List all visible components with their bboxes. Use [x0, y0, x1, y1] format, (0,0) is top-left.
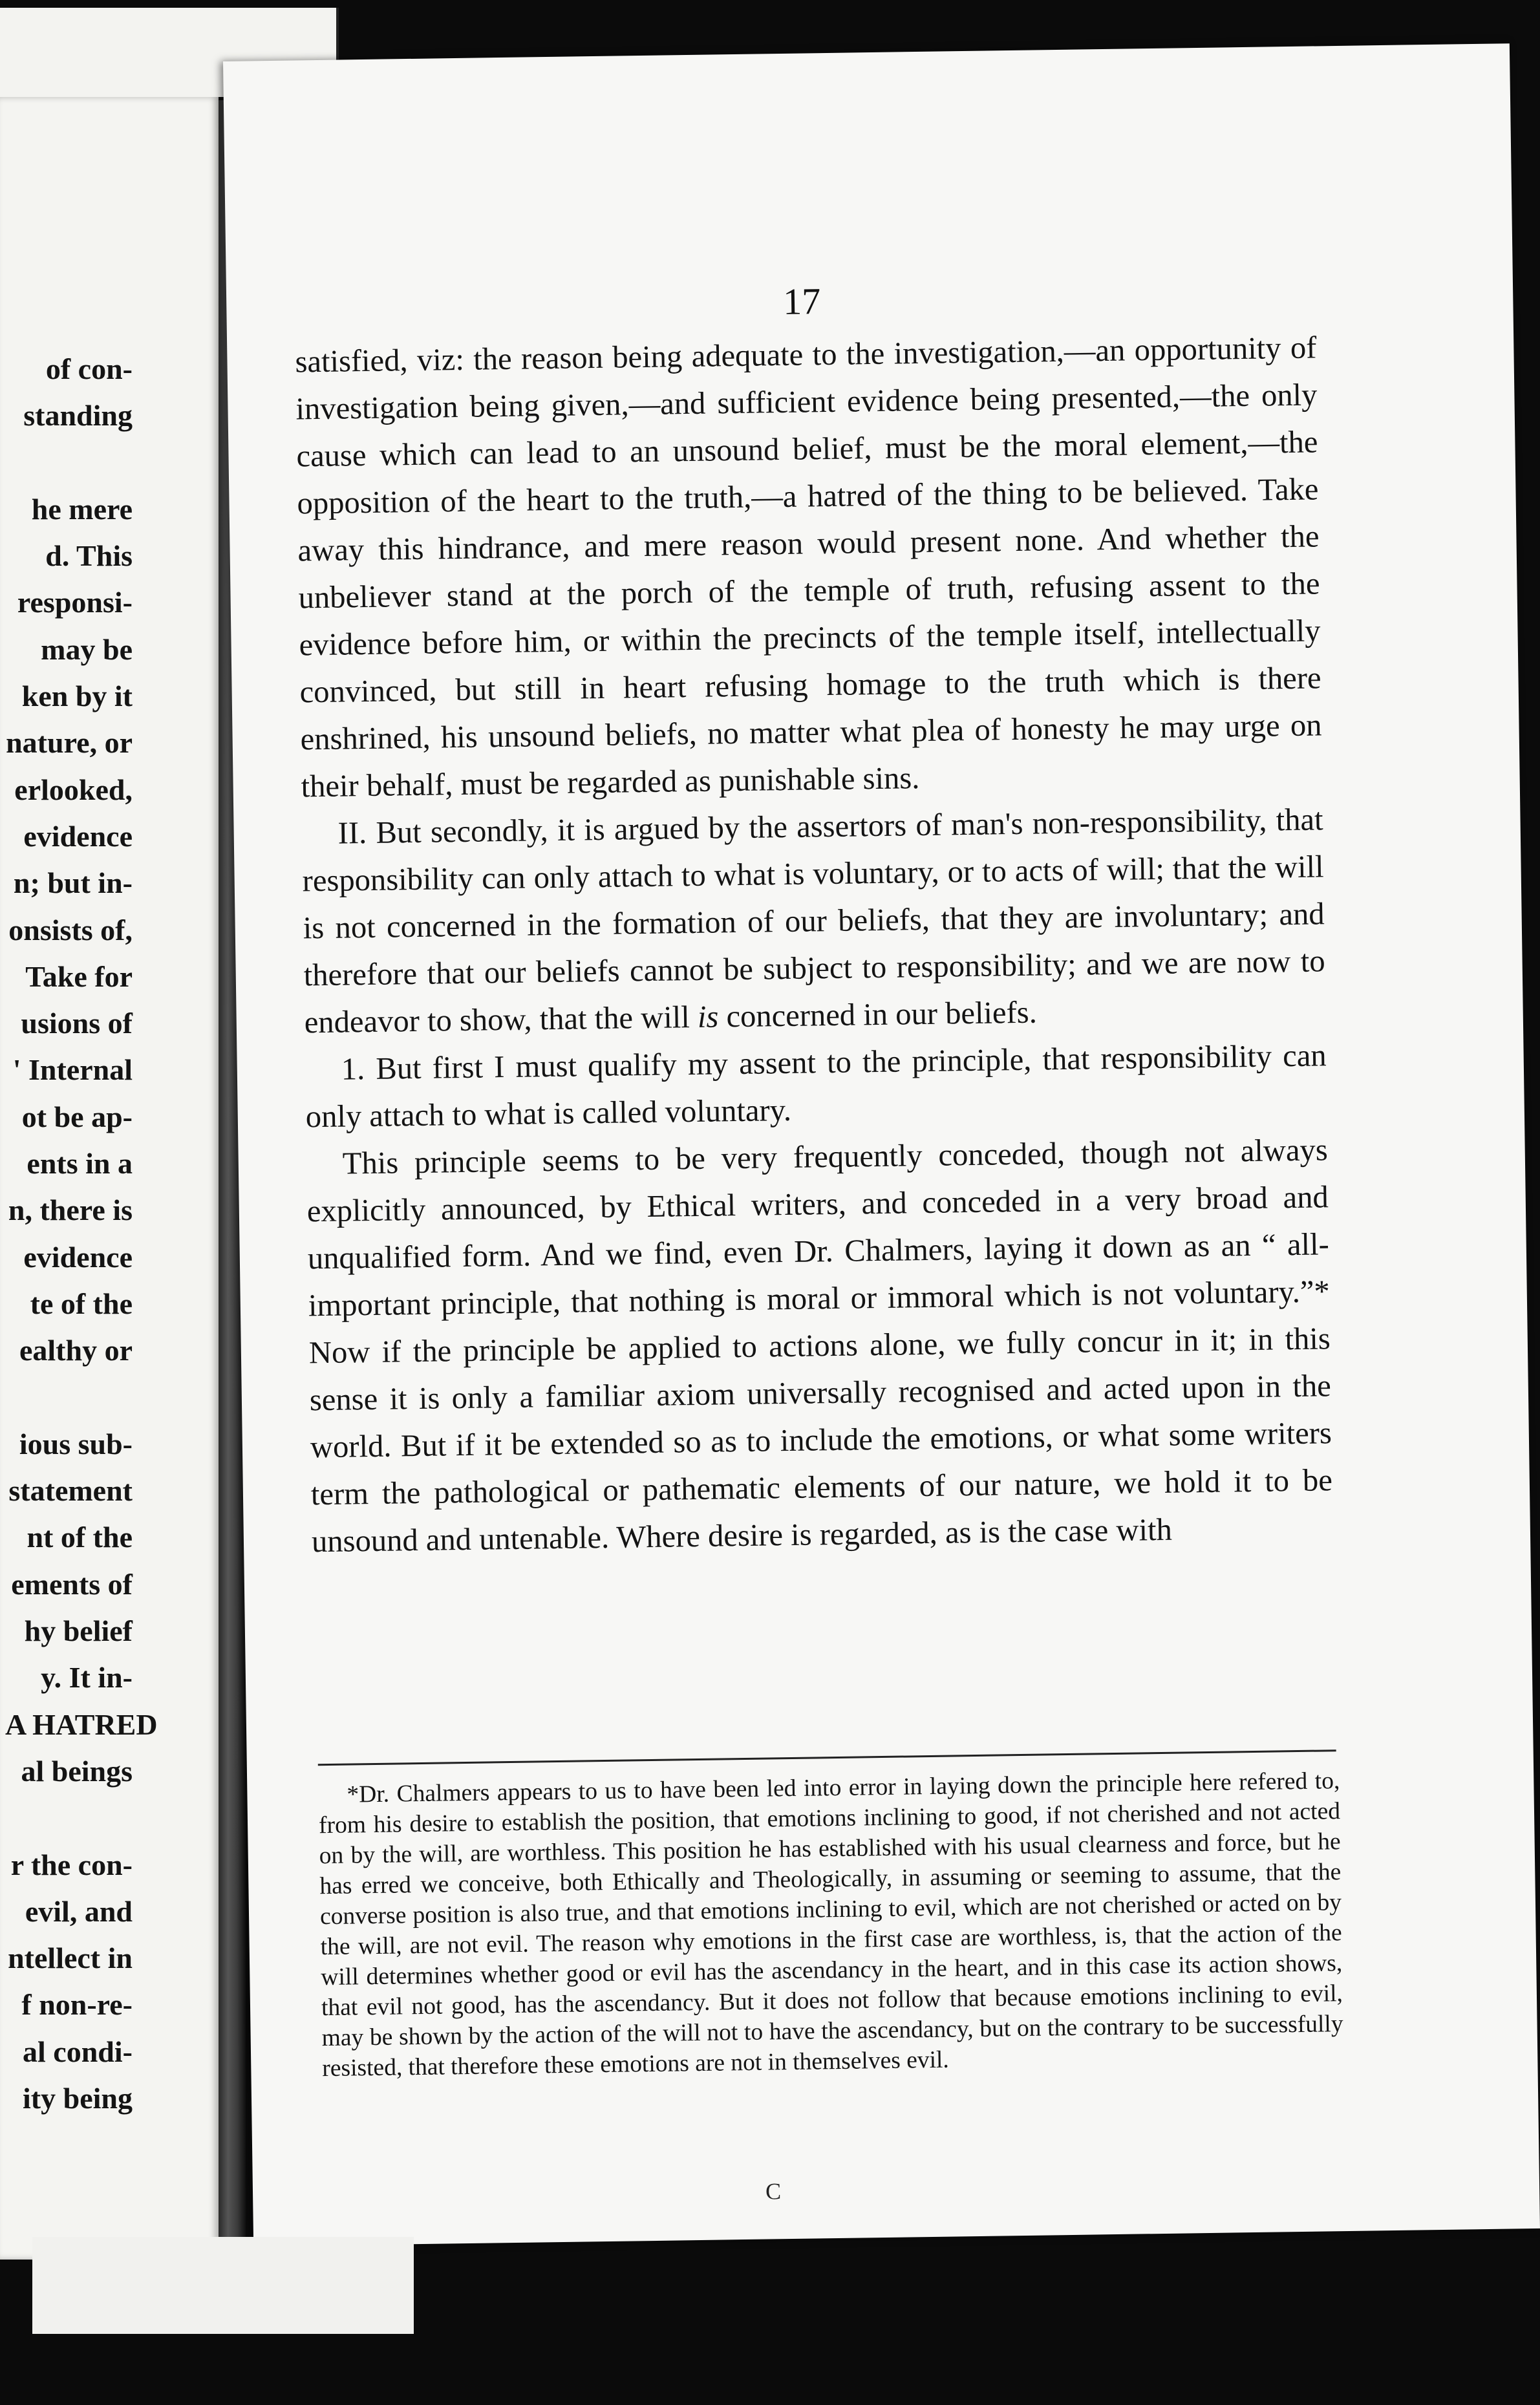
facing-page-line: ealthy or — [19, 1334, 133, 1367]
facing-page-line: usions of — [21, 1007, 133, 1040]
paper-strip-bottom — [32, 2237, 414, 2334]
facing-page-line: y. It in- — [41, 1661, 133, 1694]
facing-page-line: n; but in- — [13, 866, 133, 900]
facing-page-line: ity being — [23, 2081, 133, 2115]
facing-page-line: n, there is — [8, 1193, 133, 1227]
paragraph-section-ii-text: II. But secondly, it is argued by the assertors of man's non-responsibility, that responsibility can only attach to what is voluntary, or to acts of will; that the will is not concerned in the formation of our beliefs, that they are involuntary; and therefore that our beliefs cannot be subject to responsibility; and we are now to endeavor to show, that the — [302, 802, 1325, 1040]
facing-page-line: responsi- — [17, 586, 133, 619]
facing-page-line: ' Internal — [12, 1053, 133, 1087]
page-number: 17 — [782, 280, 821, 323]
paragraph-continuation: satisfied, viz: the reason being adequate to the investigation,—an opportunity of investigation being given,—and sufficient evidence being presented,—the only cause which can lead to an unsound belief, must be the moral element,—the opposition of the heart to the truth,—a hatred of the thing to be believed. Take away this hindrance, and mere reason would present none. And whether the unbeliever stand at the porch of the temple of truth, refusing assent to the evidence before him, or within the precincts of the temple itself, intellectually convinced, but still in heart refusing homage to the truth which is there enshrined, his unsound beliefs, no matter what plea of honesty he may urge on their behalf, must be regarded as punishable sins. — [295, 330, 1322, 804]
facing-page-line: te of the — [30, 1287, 133, 1320]
facing-page-line: al beings — [21, 1754, 133, 1788]
footnote — [318, 1766, 1343, 2084]
paragraph-section-ii-end-suffix: concerned in our beliefs. — [718, 994, 1038, 1034]
facing-page-line: d. This — [45, 539, 133, 573]
facing-page-line: evidence — [23, 819, 133, 853]
facing-page-line — [5, 1795, 219, 1841]
emphasis-is: is — [697, 999, 719, 1034]
facing-page-line: of con- — [45, 352, 133, 385]
facing-page-line: ious sub- — [19, 1427, 133, 1460]
facing-page-line: hy belief — [24, 1614, 133, 1648]
footnote-rule — [318, 1749, 1336, 1766]
paragraph-point-1: 1. But first I must qualify my assent to the principle, that responsibility can only attach to what is called voluntary. — [305, 1038, 1327, 1135]
facing-page-line: al condi- — [23, 2035, 133, 2068]
facing-page-line: nature, or — [6, 726, 133, 760]
facing-page-line: ements of — [11, 1567, 133, 1601]
paragraph-principle: This principle seems to be very frequently conceded, though not always explicitly announced, by Ethical writers, and conceded in a very broad and unqualified form. And we find, even Dr. Chalmers, laying it down as an “ all-important principle, that nothing is moral or immoral which is not voluntary.”* Now if the principle be applied to actions alone, we fully concur in it; in this sense it is only a familiar axiom universally recognised and acted upon in the world. But if it be extended so as to include the emotions, or what some writers term the pathological or pathematic elements of our nature, we hold it to be unsound and untenable. Where desire is regarded, as is the case with — [306, 1132, 1333, 1559]
facing-page-line: evil, and — [25, 1894, 133, 1928]
paragraph-section-ii — [301, 796, 1326, 1046]
facing-page-line: may be — [41, 632, 133, 666]
facing-page-text — [5, 346, 219, 2122]
facing-page-line: onsists of, — [8, 913, 133, 946]
facing-page-line: f non-re- — [21, 1988, 133, 2022]
facing-page-line: standing — [23, 399, 133, 433]
signature-mark: C — [765, 2178, 782, 2205]
facing-page-line: he mere — [31, 492, 133, 526]
facing-page-line — [5, 440, 219, 486]
facing-page-line: statement — [8, 1474, 133, 1508]
facing-page-line: Take for — [25, 959, 133, 993]
footnote-text: *Dr. Chalmers appears to us to have been led into error in laying down the principle here refered to, from his desire to establish the position, that emotions inclining to good, if not cherished and not acted on by the will, are worthless. This position he has established with his usual clearness and force, but he has erred we conceive, both Ethically and Theologically, in assuming or seeming to assume, that the converse position is also true, and that emotions inclining to evil, which are not cherished or acted on by the will, are not evil. The reason why emotions in the first case are worthless, is, that the action of the will determines whether good or evil has the ascendancy in the heart, and in this case its action shows, that evil not good, has the ascendancy. But it does not follow that because emotions inclining to evil, may be shown by the action of the will not to have the ascendancy, but on the contrary to be successfully resisted, that therefore these emotions are not in themselves evil. — [318, 1768, 1343, 2082]
facing-page-line: evidence — [23, 1240, 133, 1274]
facing-page-line: ents in a — [27, 1147, 133, 1181]
facing-page-line: ken by it — [21, 679, 133, 713]
paragraph-section-ii-end-prefix: will — [640, 999, 698, 1036]
facing-page-line: nt of the — [27, 1521, 133, 1554]
facing-page-line: ntellect in — [8, 1941, 133, 1975]
facing-page-line: r the con- — [10, 1848, 133, 1881]
facing-page-line: erlooked, — [14, 773, 133, 806]
facing-page-left — [0, 97, 219, 2260]
facing-page-line: ot be ap- — [21, 1100, 133, 1133]
page-17 — [223, 43, 1540, 2246]
body-text — [295, 324, 1333, 1565]
facing-page-line: A HATRED — [5, 1707, 158, 1741]
facing-page-line — [5, 1374, 219, 1421]
